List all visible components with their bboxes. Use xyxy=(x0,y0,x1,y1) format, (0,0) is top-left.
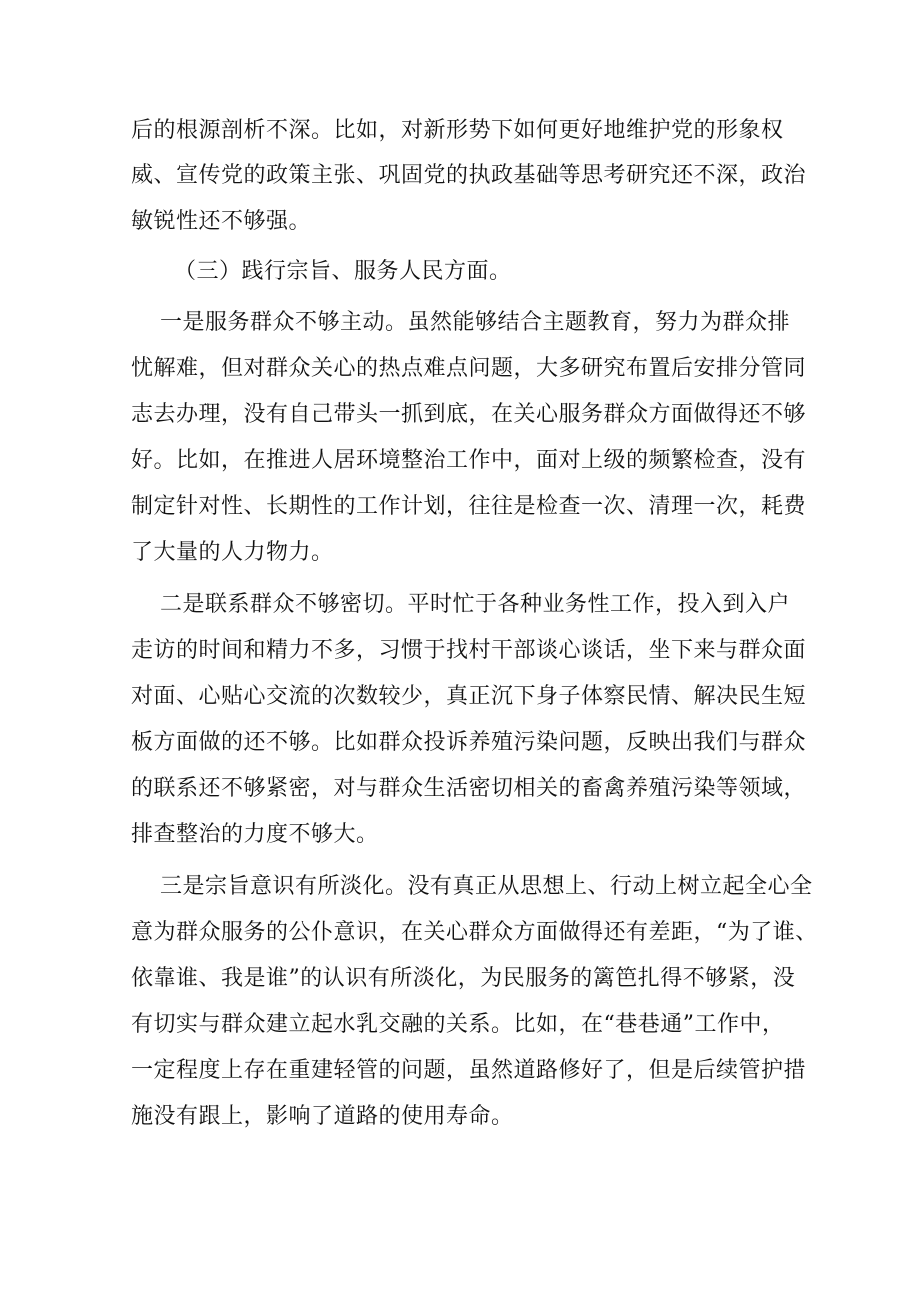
text-line: 威、宣传党的政策主张、巩固党的执政基础等思考研究还不深，政治 xyxy=(131,163,807,188)
text-line: 板方面做的还不够。比如群众投诉养殖污染问题，反映出我们与群众 xyxy=(131,730,807,755)
paragraph-start: 三是宗旨意识有所淡化。没有真正从思想上、行动上树立起全心全 xyxy=(160,874,813,899)
text-line: 对面、心贴心交流的次数较少，真正沉下身子体察民情、解决民生短 xyxy=(131,684,807,709)
text-line: 忧解难，但对群众关心的热点难点问题，大多研究布置后安排分管同 xyxy=(131,356,807,381)
section-heading: （三）践行宗旨、服务人民方面。 xyxy=(174,259,512,284)
text-line: 有切实与群众建立起水乳交融的关系。比如，在“巷巷通”工作中， xyxy=(131,1012,785,1037)
text-line: 志去办理，没有自己带头一抓到底，在关心服务群众方面做得还不够 xyxy=(131,402,807,427)
text-line: 好。比如，在推进人居环境整治工作中，面对上级的频繁检查，没有 xyxy=(131,448,807,473)
text-line: 一定程度上存在重建轻管的问题，虽然道路修好了，但是后续管护措 xyxy=(131,1058,807,1083)
text-line: 走访的时间和精力不多，习惯于找村干部谈心谈话，坐下来与群众面 xyxy=(131,638,807,663)
text-line: 施没有跟上，影响了道路的使用寿命。 xyxy=(131,1104,514,1129)
paragraph-start: 二是联系群众不够密切。平时忙于各种业务性工作，投入到入户 xyxy=(160,592,791,617)
text-line: 后的根源剖析不深。比如，对新形势下如何更好地维护党的形象权 xyxy=(131,118,784,143)
paragraph-start: 一是服务群众不够主动。虽然能够结合主题教育，努力为群众排 xyxy=(160,310,791,335)
text-line: 意为群众服务的公仆意识，在关心群众方面做得还有差距，“为了谁、 xyxy=(131,920,818,945)
text-line: 了大量的人力物力。 xyxy=(131,540,334,565)
text-line: 的联系还不够紧密，对与群众生活密切相关的畜禽养殖污染等领域， xyxy=(131,776,807,801)
text-line: 依靠谁、我是谁”的认识有所淡化，为民服务的篱笆扎得不够紧，没 xyxy=(131,966,796,991)
text-line: 敏锐性还不够强。 xyxy=(131,209,312,234)
text-line: 制定针对性、长期性的工作计划，往往是检查一次、清理一次，耗费 xyxy=(131,494,807,519)
text-line: 排查整治的力度不够大。 xyxy=(131,822,379,847)
